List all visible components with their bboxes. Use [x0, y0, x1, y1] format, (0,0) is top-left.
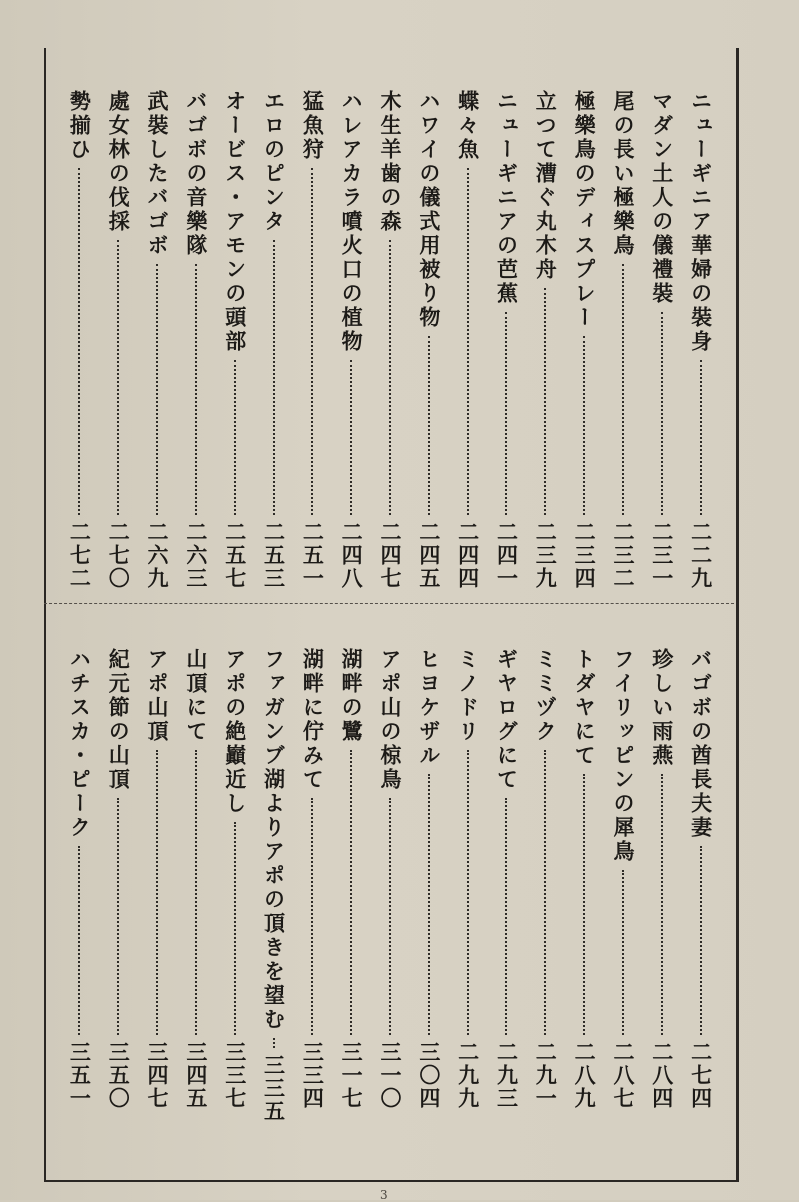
toc-entry-title: 處女林の伐採: [106, 90, 132, 234]
toc-entry-page-number: 二三一: [649, 521, 675, 590]
toc-entry: [645, 648, 679, 1110]
toc-entry-page-number: 三三五: [261, 1054, 287, 1123]
toc-entry: [334, 90, 368, 590]
toc-entry: [606, 90, 640, 590]
toc-entry-page-number: 二五一: [300, 521, 326, 590]
toc-entry: [684, 90, 718, 590]
toc-entry-title: ハチスカ・ピーク: [67, 648, 93, 840]
toc-entry-page-number: 三〇四: [416, 1041, 442, 1110]
toc-entry-page-number: 二五七: [222, 521, 248, 590]
dot-leader: [505, 312, 507, 515]
toc-entry-title: アポ山頂: [145, 648, 171, 744]
toc-entry: [295, 90, 329, 590]
toc-entry-title: トダヤにて: [572, 648, 598, 768]
toc-entry-page-number: 二九一: [533, 1041, 559, 1110]
toc-entry-page-number: 二四七: [378, 521, 403, 590]
toc-entry-page-number: 二七〇: [106, 521, 132, 590]
toc-entry-title: 山頂にて: [183, 648, 209, 744]
toc-entry-page-number: 二七二: [67, 521, 93, 590]
toc-entry: [489, 90, 523, 590]
toc-entry-page-number: 二三四: [572, 521, 598, 590]
dot-leader: [195, 750, 197, 1035]
dot-leader: [311, 168, 313, 515]
toc-entry: [257, 90, 291, 590]
toc-entry-title: バゴボの音樂隊: [183, 90, 209, 258]
toc-entry-title: ハレアカラ噴火口の植物: [339, 90, 365, 354]
toc-entry-title: ニューギニア華婦の裝身: [688, 90, 714, 354]
dot-leader: [622, 264, 624, 515]
toc-entry-title: アポ山の椋鳥: [378, 648, 403, 792]
dot-leader: [389, 240, 391, 515]
toc-entry: [62, 648, 96, 1110]
dot-leader: [583, 336, 585, 515]
toc-entry: [218, 648, 252, 1110]
toc-entry: [373, 648, 407, 1110]
dot-leader: [505, 798, 507, 1035]
toc-entry: [412, 648, 446, 1110]
toc-entry: [140, 648, 174, 1110]
toc-entry-title: フイリッピンの犀鳥: [610, 648, 636, 864]
dot-leader: [156, 750, 158, 1035]
toc-section-bottom: [60, 648, 720, 1123]
toc-entry-page-number: 三一七: [339, 1041, 365, 1110]
dot-leader: [428, 336, 430, 515]
toc-entry-page-number: 三三四: [300, 1041, 326, 1110]
dot-leader: [195, 264, 197, 515]
toc-entry: [489, 648, 523, 1110]
toc-entry: [257, 648, 291, 1123]
toc-entry-page-number: 三五一: [67, 1041, 93, 1110]
toc-entry-title: マダン土人の儀禮裝: [649, 90, 675, 306]
toc-entry-page-number: 二四四: [455, 521, 481, 590]
toc-entry-page-number: 三四五: [183, 1041, 209, 1110]
toc-entry-title: 蝶々魚: [455, 90, 481, 162]
toc-entry: [528, 648, 562, 1110]
dot-leader: [78, 168, 80, 515]
toc-entry: [101, 90, 135, 590]
dot-leader: [622, 870, 624, 1035]
dot-leader: [661, 774, 663, 1035]
toc-entry-title: 尾の長い極樂鳥: [610, 90, 636, 258]
toc-entry-title: ハワイの儀式用被り物: [416, 90, 442, 330]
toc-entry-page-number: 二九九: [455, 1041, 481, 1110]
toc-entry-title: ミノドリ: [455, 648, 481, 744]
dot-leader: [544, 750, 546, 1035]
dot-leader: [428, 774, 430, 1035]
toc-entry: [684, 648, 718, 1110]
dot-leader: [273, 1038, 275, 1048]
toc-entry: [606, 648, 640, 1110]
toc-entry-title: ファガンブ湖よりアポの頂きを望む: [261, 648, 287, 1032]
toc-entry-title: ニューギニアの芭蕉: [494, 90, 520, 306]
dot-leader: [700, 360, 702, 515]
toc-entry-title: 立つて漕ぐ丸木舟: [533, 90, 559, 282]
toc-entry-title: 湖畔に佇みて: [300, 648, 326, 792]
dot-leader: [273, 240, 275, 515]
toc-section-top: [60, 90, 720, 590]
toc-entry-title: オービス・アモンの頭部: [222, 90, 248, 354]
dot-leader: [78, 846, 80, 1035]
dot-leader: [700, 846, 702, 1035]
toc-entry-title: バゴボの酋長夫妻: [688, 648, 714, 840]
toc-entry: [295, 648, 329, 1110]
toc-entry-title: 紀元節の山頂: [106, 648, 132, 792]
page-folio: 3: [380, 1188, 388, 1202]
toc-entry-title: ミミヅク: [533, 648, 559, 744]
toc-entry-title: 極樂鳥のディスプレー: [572, 90, 598, 330]
dot-leader: [350, 360, 352, 515]
toc-entry-page-number: 二六三: [183, 521, 209, 590]
toc-entry-page-number: 二四五: [416, 521, 442, 590]
dot-leader: [467, 168, 469, 515]
dot-leader: [117, 240, 119, 515]
toc-entry-page-number: 二八七: [610, 1041, 636, 1110]
dot-leader: [156, 264, 158, 515]
dot-leader: [311, 798, 313, 1035]
toc-entry: [101, 648, 135, 1110]
toc-entry-page-number: 二八九: [572, 1041, 598, 1110]
toc-entry-page-number: 三三七: [222, 1041, 248, 1110]
toc-entry: [179, 648, 213, 1110]
dot-leader: [350, 750, 352, 1035]
dot-leader: [544, 288, 546, 515]
toc-entry-page-number: 三一〇: [378, 1041, 403, 1110]
toc-entry: [218, 90, 252, 590]
toc-entry: [140, 90, 174, 590]
toc-entry-title: 武裝したバゴボ: [145, 90, 171, 258]
toc-entry: [451, 90, 485, 590]
toc-entry: [451, 648, 485, 1110]
dot-leader: [117, 798, 119, 1035]
toc-entry-page-number: 三五〇: [106, 1041, 132, 1110]
toc-entry-page-number: 二九三: [494, 1041, 520, 1110]
toc-entry-page-number: 二四八: [339, 521, 365, 590]
toc-entry-page-number: 二八四: [649, 1041, 675, 1110]
toc-entry-page-number: 二二九: [688, 521, 714, 590]
toc-entry: [645, 90, 679, 590]
dot-leader: [467, 750, 469, 1035]
toc-entry-title: 湖畔の鷺: [339, 648, 365, 744]
toc-entry-title: エロのピンタ: [261, 90, 287, 234]
toc-entry-page-number: 三四七: [145, 1041, 171, 1110]
toc-entry: [373, 90, 407, 590]
toc-entry: [334, 648, 368, 1110]
toc-entry-page-number: 二三九: [533, 521, 559, 590]
toc-entry: [179, 90, 213, 590]
toc-entry-page-number: 二三二: [610, 521, 636, 590]
toc-entry-title: 猛魚狩: [300, 90, 326, 162]
toc-entry-title: 珍しい雨燕: [649, 648, 675, 768]
toc-entry-page-number: 二六九: [145, 521, 171, 590]
toc-entry-page-number: 二四一: [494, 521, 520, 590]
section-divider: [44, 603, 734, 604]
toc-entry-page-number: 二五三: [261, 521, 287, 590]
dot-leader: [234, 360, 236, 515]
toc-entry: [567, 90, 601, 590]
toc-entry-title: アポの絶巓近し: [222, 648, 248, 816]
toc-entry-title: ヒヨケザル: [416, 648, 442, 768]
dot-leader: [583, 774, 585, 1035]
frame-bottom-rule: [44, 1180, 739, 1182]
toc-entry-page-number: 二七四: [688, 1041, 714, 1110]
toc-entry-title: 木生羊歯の森: [378, 90, 403, 234]
toc-entry: [62, 90, 96, 590]
toc-entry: [528, 90, 562, 590]
dot-leader: [661, 312, 663, 515]
toc-entry: [567, 648, 601, 1110]
dot-leader: [234, 822, 236, 1035]
toc-entry: [412, 90, 446, 590]
toc-entry-title: ギヤログにて: [494, 648, 520, 792]
toc-entry-title: 勢揃ひ: [67, 90, 93, 162]
dot-leader: [389, 798, 391, 1035]
